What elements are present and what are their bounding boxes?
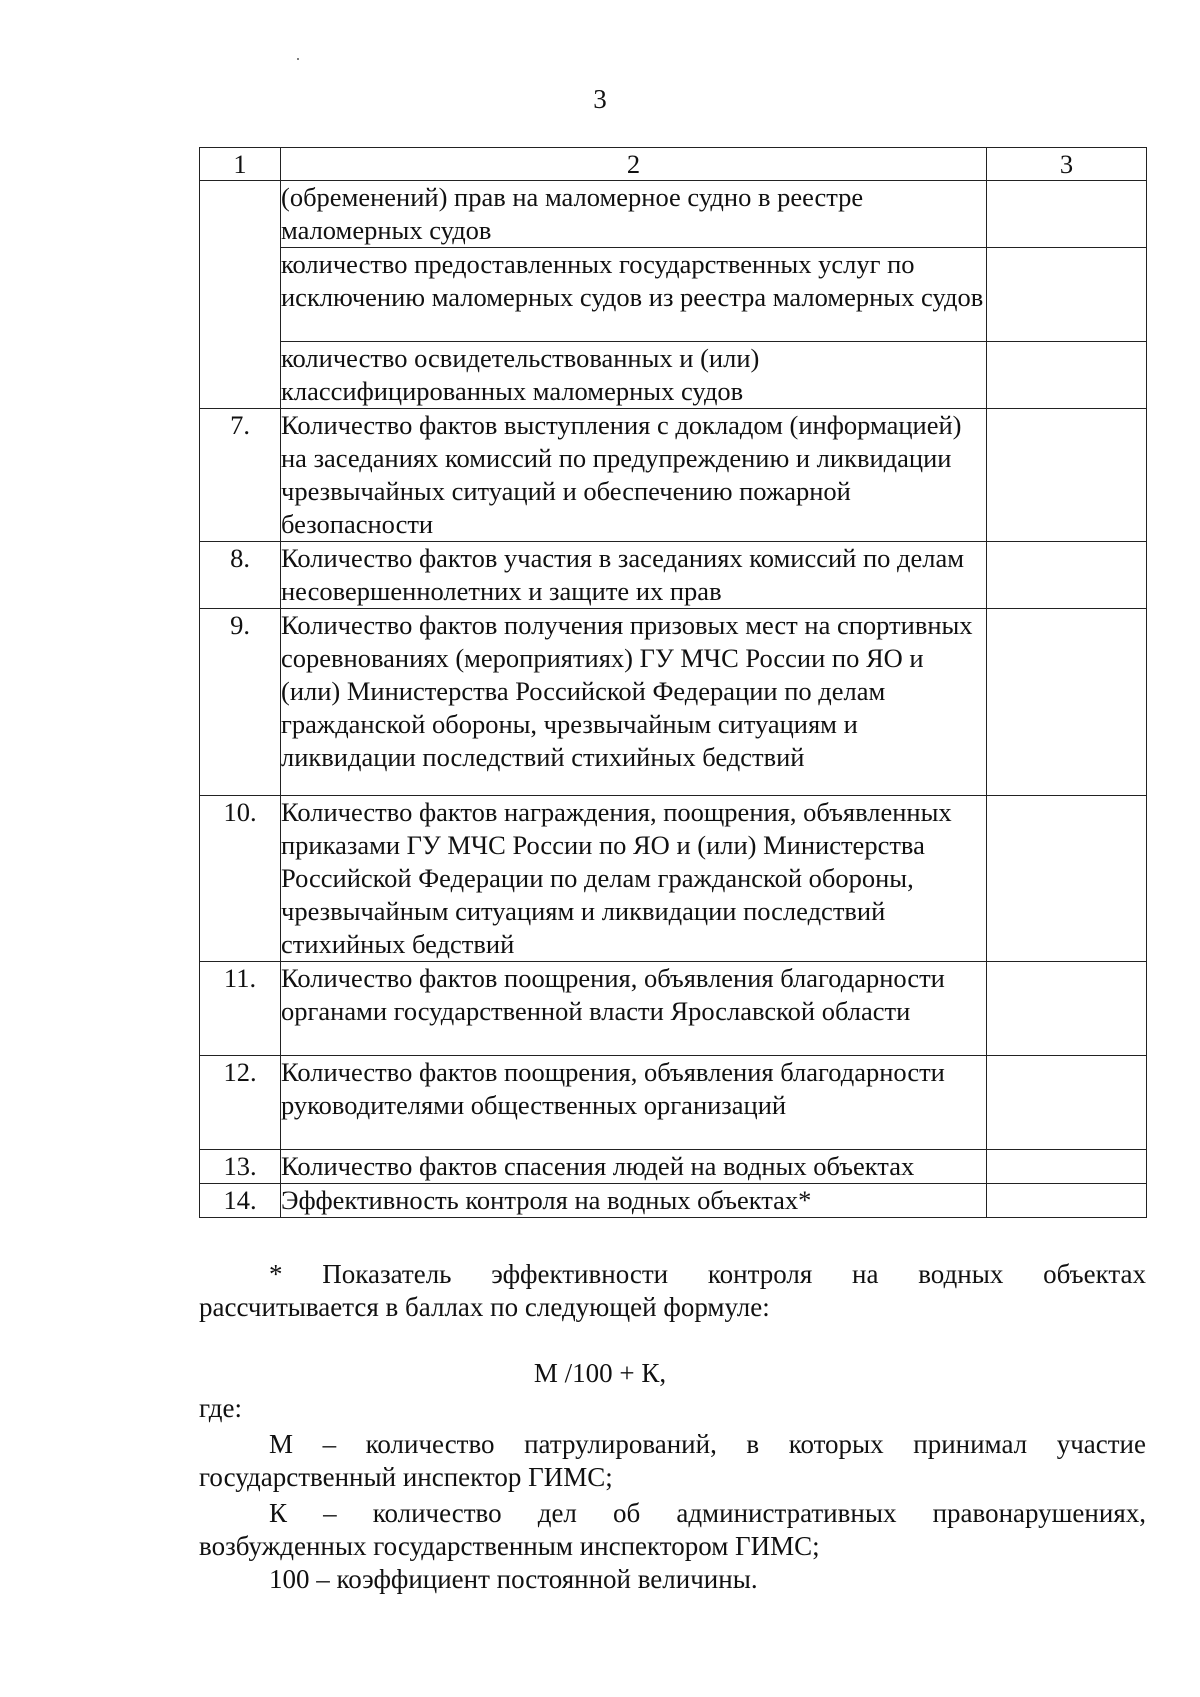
row-description: Количество фактов награждения, поощрения, объявленных приказами ГУ МЧС России по ЯО и (или) Министерства Российской Федерации по делам гражданской обороны, чрезвычайным ситуациям и ликвидации последствий стихийных бедствий bbox=[281, 796, 987, 962]
header-col-3: 3 bbox=[987, 148, 1147, 181]
table-row bbox=[200, 409, 1147, 542]
table-row bbox=[200, 1056, 1147, 1150]
row-value bbox=[987, 796, 1147, 962]
legend-constant-line: 100 – коэффициент постоянной величины. bbox=[269, 1564, 758, 1594]
table-row bbox=[200, 1184, 1147, 1218]
row-value bbox=[987, 181, 1147, 248]
header-col-2: 2 bbox=[281, 148, 987, 181]
row-value bbox=[987, 542, 1147, 609]
table-row bbox=[200, 248, 1147, 342]
row-description: Количество фактов участия в заседаниях комиссий по делам несовершеннолетних и защите их прав bbox=[281, 542, 987, 609]
table-row bbox=[200, 796, 1147, 962]
header-col-1: 1 bbox=[200, 148, 281, 181]
legend-m-line: M – количество патрулирований, в которых принимал участие bbox=[269, 1429, 1146, 1459]
footnote-line: * Показатель эффективности контроля на водных объектах bbox=[269, 1259, 1146, 1289]
table-row bbox=[200, 609, 1147, 796]
indicators-table bbox=[199, 147, 1147, 1218]
legend-k-line: К – количество дел об административных правонарушениях, bbox=[269, 1498, 1146, 1528]
row-description: (обременений) прав на маломерное судно в реестре маломерных судов bbox=[281, 181, 987, 248]
table-row bbox=[200, 342, 1147, 409]
table-row bbox=[200, 181, 1147, 248]
row-value bbox=[987, 409, 1147, 542]
row-description: Количество фактов поощрения, объявления благодарности руководителями общественных организаций bbox=[281, 1056, 987, 1150]
row-value bbox=[987, 1056, 1147, 1150]
row-value bbox=[987, 609, 1147, 796]
row-description: Количество фактов получения призовых мест на спортивных соревнованиях (мероприятиях) ГУ МЧС России по ЯО и (или) Министерства Российской Федерации по делам гражданской обороны, чрезвычайным ситуациям и ликвидации последствий стихийных бедствий bbox=[281, 609, 987, 796]
row-number: 9. bbox=[200, 609, 281, 796]
row-number: 10. bbox=[200, 796, 281, 962]
formula-legend bbox=[199, 1392, 1146, 1596]
row-value bbox=[987, 342, 1147, 409]
table-row bbox=[200, 1150, 1147, 1184]
row-description: Эффективность контроля на водных объектах* bbox=[281, 1184, 987, 1218]
row-description: количество освидетельствованных и (или) классифицированных маломерных судов bbox=[281, 342, 987, 409]
row-number: 12. bbox=[200, 1056, 281, 1150]
legend-m-line: государственный инспектор ГИМС; bbox=[199, 1462, 613, 1492]
legend-k-line: возбужденных государственным инспектором ГИМС; bbox=[199, 1531, 820, 1561]
row-value bbox=[987, 248, 1147, 342]
page-number: 3 bbox=[593, 84, 607, 114]
footnote-line: рассчитывается в баллах по следующей формуле: bbox=[199, 1292, 770, 1322]
table-row bbox=[200, 962, 1147, 1056]
table-header-row bbox=[200, 148, 1147, 181]
row-number: 14. bbox=[200, 1184, 281, 1218]
scan-speck bbox=[297, 58, 299, 60]
footnote-block bbox=[199, 1258, 1146, 1324]
row-value bbox=[987, 1184, 1147, 1218]
row-number: 7. bbox=[200, 409, 281, 542]
row-number: 8. bbox=[200, 542, 281, 609]
row-description: Количество фактов поощрения, объявления благодарности органами государственной власти Ярославской области bbox=[281, 962, 987, 1056]
row-number: 11. bbox=[200, 962, 281, 1056]
row-value bbox=[987, 962, 1147, 1056]
row-value bbox=[987, 1150, 1147, 1184]
row-number: 13. bbox=[200, 1150, 281, 1184]
where-label: где: bbox=[199, 1393, 242, 1423]
row-description: Количество фактов выступления с докладом (информацией) на заседаниях комиссий по предупреждению и ликвидации чрезвычайных ситуаций и обеспечению пожарной безопасности bbox=[281, 409, 987, 542]
efficiency-formula: M /100 + К, bbox=[533, 1358, 667, 1388]
row-number bbox=[200, 181, 281, 409]
table-row bbox=[200, 542, 1147, 609]
row-description: Количество фактов спасения людей на водных объектах bbox=[281, 1150, 987, 1184]
row-description: количество предоставленных государственных услуг по исключению маломерных судов из реестра маломерных судов bbox=[281, 248, 987, 342]
